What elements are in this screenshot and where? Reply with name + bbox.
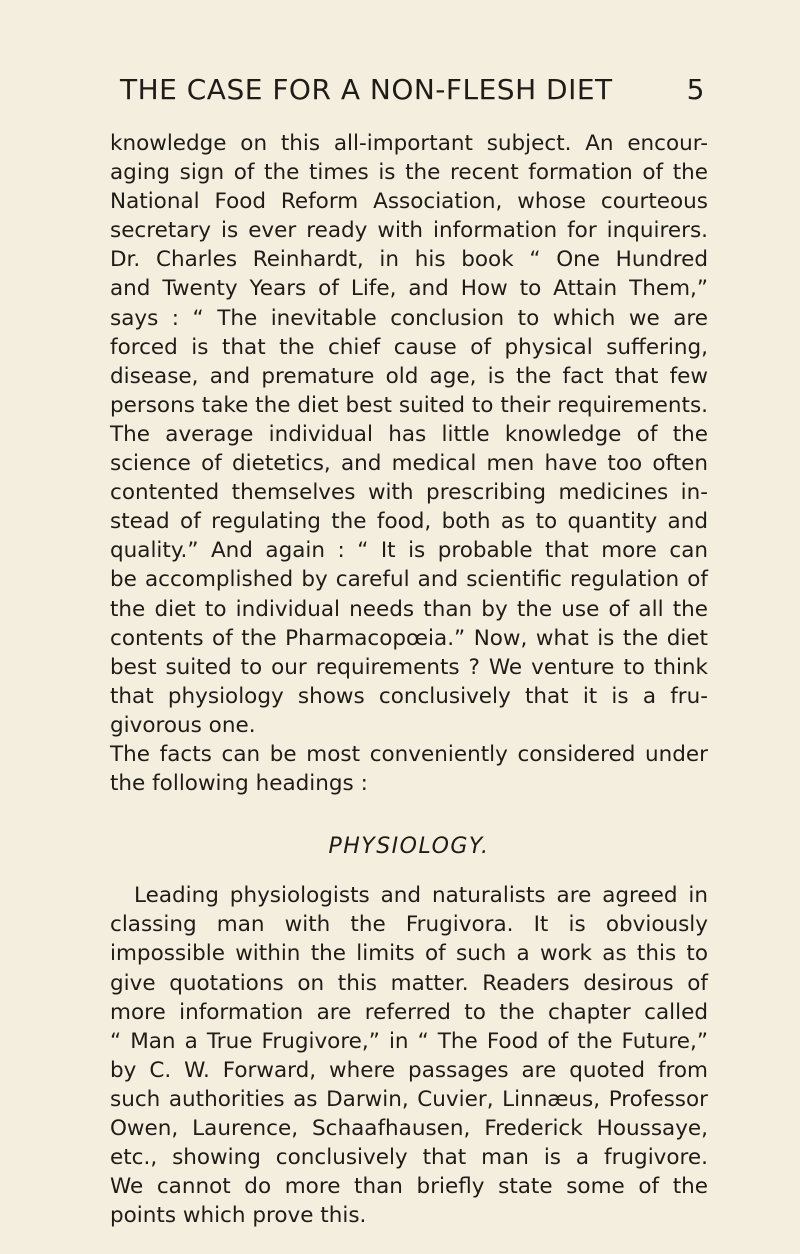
text-line: best suited to our requirements ? We venture to think xyxy=(110,654,708,680)
text-line: We cannot do more than briefly state some of the xyxy=(110,1174,708,1200)
page-header xyxy=(120,73,705,113)
text-line: that physiology shows conclusively that it is a fru- xyxy=(110,683,708,709)
text-line: persons take the diet best suited to their requirements. xyxy=(110,392,708,418)
text-line: impossible within the limits of such a work as this to xyxy=(110,941,708,967)
paragraph-2 xyxy=(110,740,708,798)
text-line: knowledge on this all-important subject. An encour- xyxy=(110,131,708,156)
text-line: National Food Reform Association, whose courteous xyxy=(110,189,708,215)
text-line: more information are referred to the chapter called xyxy=(110,999,708,1025)
text-line: “ Man a True Frugivore,” in “ The Food of the Future,” xyxy=(110,1028,708,1054)
page-body xyxy=(110,129,708,1230)
text-line: secretary is ever ready with information for inquirers. xyxy=(110,218,708,244)
text-line: by C. W. Forward, where passages are quoted from xyxy=(110,1057,708,1083)
text-line: contented themselves with prescribing medicines in- xyxy=(110,480,708,506)
text-line: etc., showing conclusively that man is a frugivore. xyxy=(110,1145,708,1171)
text-line: contents of the Pharmacopœia.” Now, what is the diet xyxy=(110,625,708,651)
text-line: be accomplished by careful and scientific regulation of xyxy=(110,567,708,593)
text-line: forced is that the chief cause of physical suffering, xyxy=(110,334,708,360)
text-line: such authorities as Darwin, Cuvier, Linnæus, Professor xyxy=(110,1086,708,1112)
text-line: the diet to individual needs than by the use of all the xyxy=(110,596,708,622)
text-line: and Twenty Years of Life, and How to Attain Them,” xyxy=(110,276,708,302)
text-line: aging sign of the times is the recent formation of the xyxy=(110,160,708,186)
text-line: says : “ The inevitable conclusion to which we are xyxy=(110,305,708,331)
text-line: classing man with the Frugivora. It is obviously xyxy=(110,912,708,938)
text-line: The average individual has little knowledge of the xyxy=(110,421,708,447)
text-line: givorous one. xyxy=(110,712,256,738)
running-head: THE CASE FOR A NON-FLESH DIET xyxy=(120,73,613,106)
text-line: points which prove this. xyxy=(110,1203,367,1229)
section-heading: PHYSIOLOGY. xyxy=(328,834,490,860)
text-line: Dr. Charles Reinhardt, in his book “ One Hundred xyxy=(110,247,708,273)
text-line: Leading physiologists and naturalists are agreed in xyxy=(134,883,708,909)
text-line: quality.” And again : “ It is probable that more can xyxy=(110,538,708,564)
text-line: disease, and premature old age, is the fact that few xyxy=(110,363,708,389)
text-line: the following headings : xyxy=(110,771,368,797)
text-line: science of dietetics, and medical men have too often xyxy=(110,451,708,477)
text-line: give quotations on this matter. Readers desirous of xyxy=(110,970,708,996)
text-line: stead of regulating the food, both as to quantity and xyxy=(110,509,708,535)
paragraph-3 xyxy=(110,881,708,1230)
text-line: The facts can be most conveniently considered under xyxy=(110,741,708,767)
page-number: 5 xyxy=(686,73,705,106)
paragraph-1 xyxy=(110,129,708,740)
text-line: Owen, Laurence, Schaafhausen, Frederick Houssaye, xyxy=(110,1116,708,1141)
